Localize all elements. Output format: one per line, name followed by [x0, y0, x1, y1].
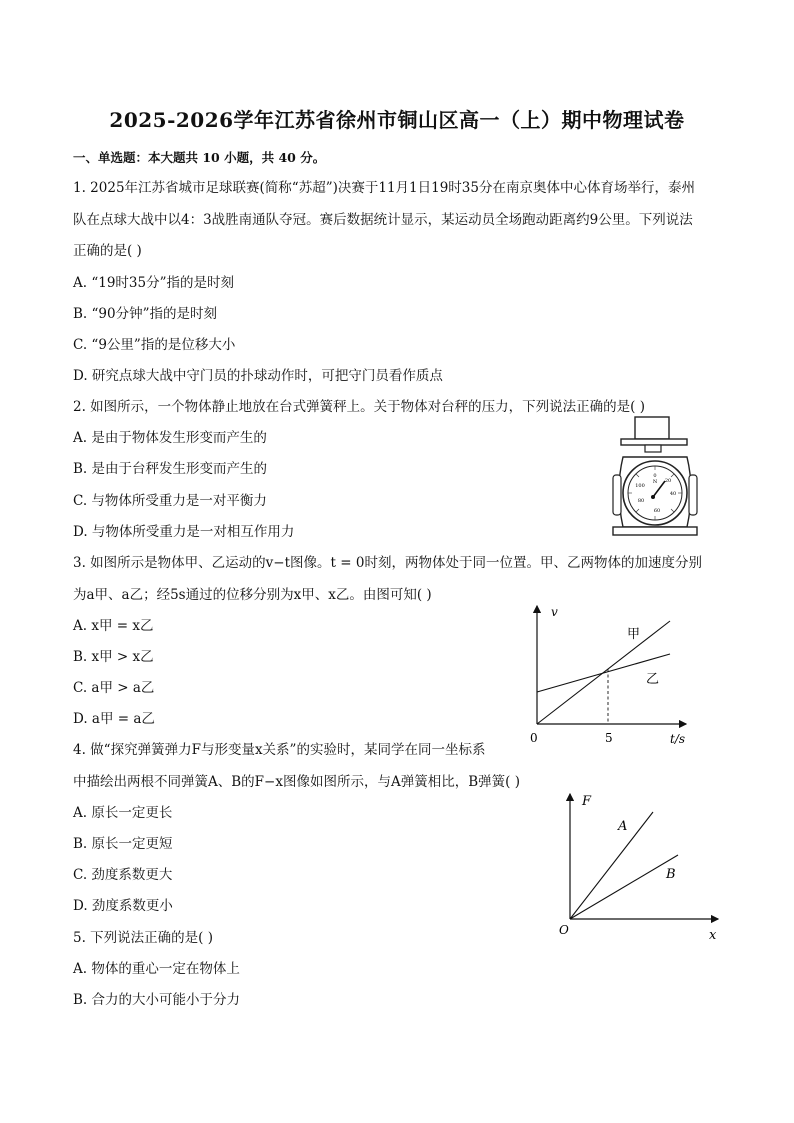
q1-stem-line-2: 队在点球大战中以4：3战胜南通队夺冠。赛后数据统计显示，某运动员全场跑动距离约9公里。下列说法: [73, 212, 693, 228]
fx-line-a: [570, 812, 653, 919]
dial-label-20: 20: [664, 478, 672, 484]
q3-option-c: C. a甲 > a乙: [73, 680, 155, 696]
q2-option-a: A. 是由于物体发生形变而产生的: [73, 430, 267, 446]
vt-label-jia: 甲: [627, 627, 641, 642]
fx-line-b: [570, 855, 678, 919]
scale-right-handle: [689, 475, 697, 515]
scale-base: [613, 527, 697, 535]
page-title: 2025-2026学年江苏省徐州市铜山区高一（上）期中物理试卷: [109, 108, 685, 132]
vt-x-label: t/s: [670, 732, 686, 746]
vt-origin-label: 0: [530, 731, 538, 745]
section-heading: 一、单选题：本大题共 10 小题，共 40 分。: [73, 150, 326, 165]
q3-stem-line-2: 为a甲、a乙；经5s通过的位移分别为x甲、x乙。由图可知( ): [73, 587, 432, 603]
dial-label-80: 80: [637, 498, 645, 504]
q2-option-b: B. 是由于台秤发生形变而产生的: [73, 461, 268, 477]
q2-option-c: C. 与物体所受重力是一对平衡力: [73, 493, 267, 509]
dial-pivot: [651, 495, 655, 499]
dial-label-60: 60: [653, 508, 661, 514]
vt-tick-5: 5: [605, 731, 613, 745]
dial-label-100: 100: [635, 483, 645, 489]
spring-scale-figure: [605, 415, 705, 540]
q5-option-a: A. 物体的重心一定在物体上: [73, 961, 240, 977]
fx-origin-label: O: [559, 923, 569, 937]
q4-option-d: D. 劲度系数更小: [73, 898, 173, 914]
q3-option-d: D. a甲 = a乙: [73, 711, 155, 727]
vt-y-label: v: [551, 605, 558, 619]
q5-stem-line-1: 5. 下列说法正确的是( ): [73, 930, 213, 946]
dial-label-0: 0: [653, 473, 657, 479]
q4-option-a: A. 原长一定更长: [73, 805, 173, 821]
q3-option-b: B. x甲 > x乙: [73, 649, 154, 665]
q1-stem-line-3: 正确的是( ): [73, 243, 142, 259]
dial-unit: N: [652, 479, 658, 485]
q4-option-c: C. 劲度系数更大: [73, 867, 173, 883]
fx-label-a: A: [618, 819, 628, 834]
fx-y-label: F: [582, 794, 592, 809]
q1-option-a: A. “19时35分”指的是时刻: [73, 275, 234, 291]
q5-option-b: B. 合力的大小可能小于分力: [73, 992, 241, 1008]
q1-stem-line-1: 1. 2025年江苏省城市足球联赛(简称“苏超”)决赛于11月1日19时35分在南京奥体中心体育场举行，泰州: [73, 180, 695, 196]
q2-option-d: D. 与物体所受重力是一对相互作用力: [73, 524, 295, 540]
q3-option-a: A. x甲 = x乙: [73, 618, 154, 634]
vt-graph-figure: [520, 600, 690, 750]
fx-graph-figure: [552, 790, 722, 940]
fx-x-label: x: [709, 928, 717, 940]
q4-stem-line-2: 中描绘出两根不同弹簧A、B的F−x图像如图所示，与A弹簧相比，B弹簧( ): [73, 774, 520, 790]
q1-option-c: C. “9公里”指的是位移大小: [73, 337, 236, 353]
scale-platform: [621, 439, 687, 445]
q4-stem-line-1: 4. 做“探究弹簧弹力F与形变量x关系”的实验时，某同学在同一坐标系: [73, 742, 486, 758]
q3-stem-line-1: 3. 如图所示是物体甲、乙运动的v−t图像。t = 0时刻，两物体处于同一位置。甲、乙两物体的加速度分别: [73, 555, 702, 571]
scale-stem: [645, 445, 661, 452]
q1-option-d: D. 研究点球大战中守门员的扑球动作时，可把守门员看作质点: [73, 368, 443, 384]
fx-label-b: B: [666, 867, 676, 882]
scale-left-handle: [613, 475, 621, 515]
q2-stem-line-1: 2. 如图所示，一个物体静止地放在台式弹簧秤上。关于物体对台秤的压力，下列说法正确的是( ): [73, 399, 645, 415]
object-block: [635, 417, 669, 439]
q4-option-b: B. 原长一定更短: [73, 836, 173, 852]
q1-option-b: B. “90分钟”指的是时刻: [73, 306, 217, 322]
dial-label-40: 40: [669, 491, 677, 497]
vt-label-yi: 乙: [646, 672, 660, 687]
